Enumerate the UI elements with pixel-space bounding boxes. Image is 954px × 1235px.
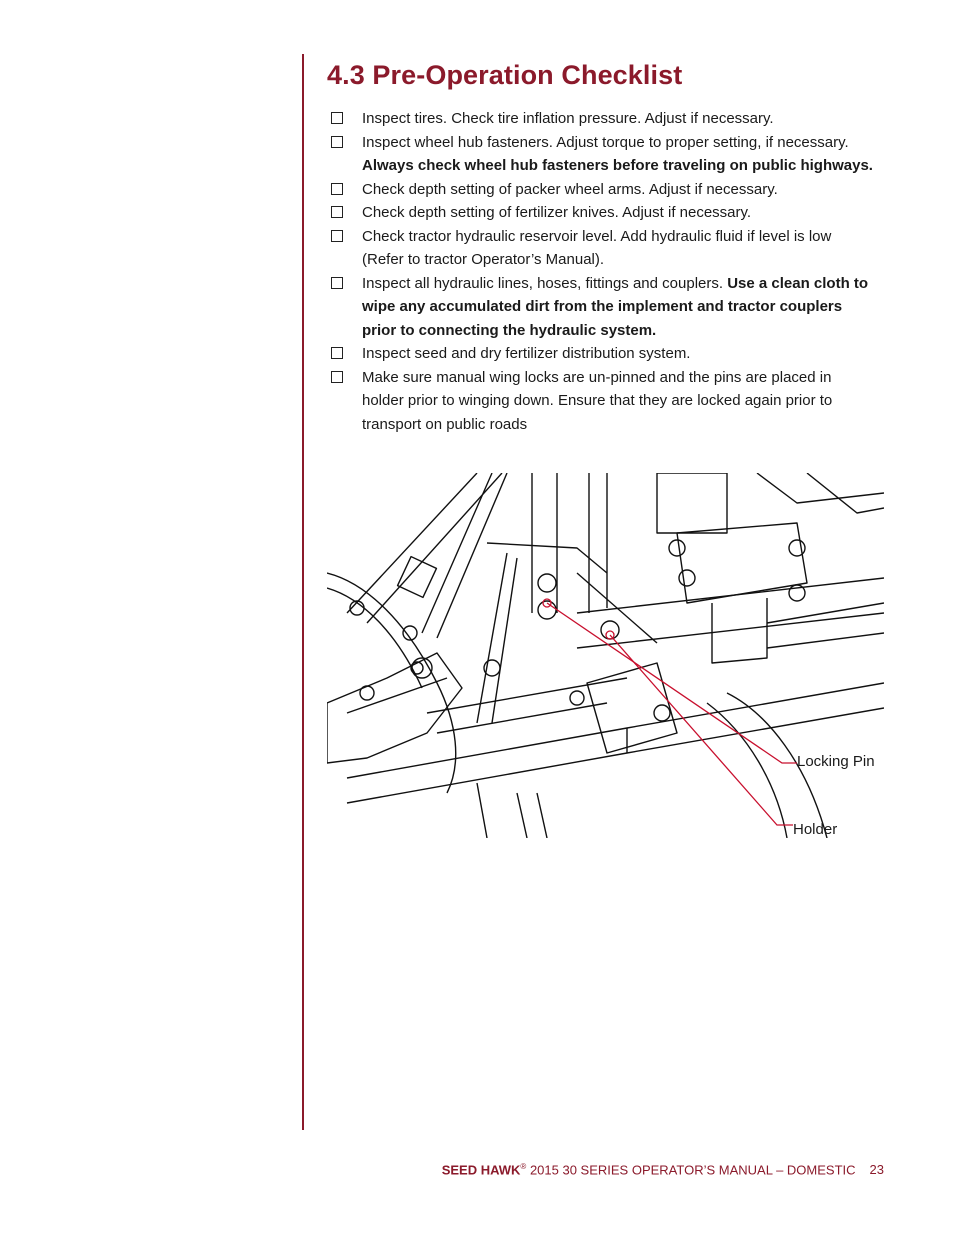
checkbox-icon[interactable]: [331, 230, 343, 242]
page-footer: [442, 1162, 884, 1177]
registered-mark: ®: [520, 1162, 527, 1171]
checklist-item: [327, 366, 875, 437]
item-text: Inspect all hydraulic lines, hoses, fittings and couplers.: [362, 274, 728, 292]
page-number: 23: [869, 1162, 884, 1178]
checklist-item: [327, 131, 875, 178]
brand-name: SEED HAWK: [441, 1162, 521, 1178]
checkbox-icon[interactable]: [331, 206, 343, 218]
checkbox-icon[interactable]: [331, 112, 343, 124]
item-text: Check depth setting of packer wheel arms. Adjust if necessary.: [362, 180, 778, 198]
checkbox-icon[interactable]: [331, 277, 343, 289]
wing-lock-drawing: [327, 473, 884, 838]
checklist-item: [327, 201, 875, 225]
checklist-item: [327, 272, 875, 343]
checkbox-icon[interactable]: [331, 347, 343, 359]
checkbox-icon[interactable]: [331, 371, 343, 383]
margin-rule: [302, 54, 304, 1130]
item-text: Check tractor hydraulic reservoir level. Add hydraulic fluid if level is low (Refer to tractor Operator’s Manual).: [362, 227, 832, 268]
locking-pin-callout: Locking Pin: [797, 753, 875, 770]
item-text: Inspect seed and dry fertilizer distribution system.: [362, 345, 691, 362]
holder-callout: Holder: [793, 821, 838, 838]
checklist: [327, 107, 875, 436]
checklist-item: [327, 107, 875, 131]
section-title: 4.3 Pre-Operation Checklist: [327, 60, 683, 90]
item-text: Inspect wheel hub fasteners. Adjust torque to proper setting, if necessary.: [362, 133, 849, 151]
checkbox-icon[interactable]: [331, 136, 343, 148]
item-bold-text: Use a clean cloth to wipe any accumulated dirt from the implement and tractor couplers prior to connecting the hydraulic system.: [362, 274, 869, 339]
manual-title: 2015 30 SERIES OPERATOR’S MANUAL – DOMESTIC: [526, 1162, 856, 1178]
checklist-item: [327, 178, 875, 202]
item-text: Make sure manual wing locks are un-pinned and the pins are placed in holder prior to winging down. Ensure that they are locked again prior to transport on public roads: [362, 368, 833, 433]
checkbox-icon[interactable]: [331, 183, 343, 195]
item-text: Check depth setting of fertilizer knives. Adjust if necessary.: [362, 204, 752, 221]
item-bold-text: Always check wheel hub fasteners before traveling on public highways.: [362, 157, 873, 174]
checklist-item: [327, 342, 875, 366]
item-text: Inspect tires. Check tire inflation pressure. Adjust if necessary.: [362, 110, 774, 127]
wing-lock-illustration: [327, 473, 884, 838]
checklist-item: [327, 225, 875, 272]
